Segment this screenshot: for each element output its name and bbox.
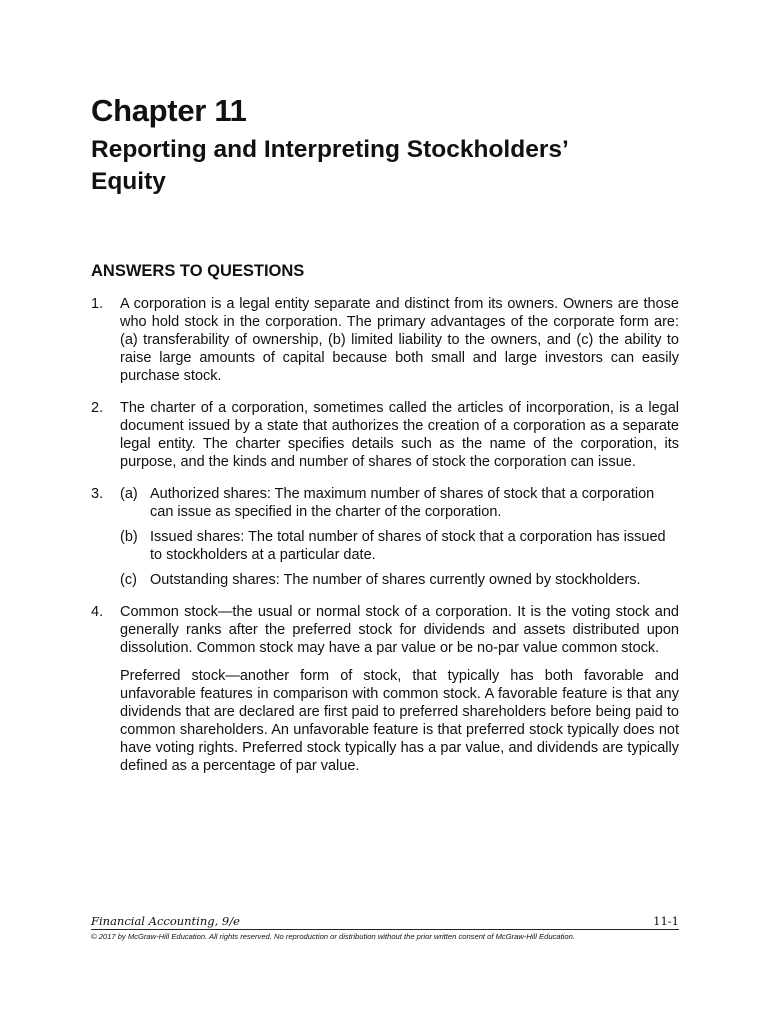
footer-copyright: © 2017 by McGraw-Hill Education. All rights reserved. No reproduction or distribution without the prior written consent of McGraw-Hill Education. — [91, 932, 575, 941]
answer-paragraph: Common stock—the usual or normal stock of a corporation. It is the voting stock and generally ranks after the preferred stock for dividends and assets distributed upon dissolution. Common stock may have a par value or be no-par value common stock. — [120, 604, 679, 656]
subitem-text: Issued shares: The total number of shares of stock that a corporation has issued to stockholders at a particular date. — [150, 529, 666, 563]
footer-page-number: 11-1 — [653, 914, 679, 928]
answer-paragraph: Preferred stock—another form of stock, that typically has both favorable and unfavorable features in comparison with common stock. A favorable feature is that any dividends that are declared are first paid to preferred shareholders before being paid to common shareholders. An unfavorable feature is that preferred stock typically does not have voting rights. Preferred stock typically has a par value, and dividends are typically defined as a percentage of par value. — [120, 668, 679, 774]
subitem-text: Outstanding shares: The number of shares currently owned by stockholders. — [150, 572, 641, 588]
question-number: 2. — [91, 400, 104, 416]
question-item — [91, 399, 679, 471]
subitem-letter: (b) — [120, 529, 138, 545]
questions-list — [91, 295, 679, 789]
question-number: 4. — [91, 604, 104, 620]
page-footer — [91, 914, 679, 942]
section-heading: ANSWERS TO QUESTIONS — [91, 262, 305, 280]
answer-paragraph: A corporation is a legal entity separate and distinct from its owners. Owners are those who hold stock in the corporation. The primary advantages of the corporate form are: (a) transferability of ownership, (b) limited liability to the owners, and (c) the ability to raise large amounts of capital because both small and large investors can easily purchase stock. — [120, 296, 679, 384]
footer-line — [91, 914, 679, 930]
question-item — [91, 603, 679, 775]
subitem-letter: (a) — [120, 486, 138, 502]
chapter-title — [91, 134, 691, 198]
question-item — [91, 485, 679, 589]
footer-book-title: Financial Accounting, 9/e — [91, 914, 240, 928]
question-number: 3. — [91, 486, 104, 502]
answer-subitem — [120, 528, 679, 564]
chapter-number: Chapter 11 — [91, 93, 247, 128]
answer-subitem — [120, 485, 679, 521]
chapter-title-line-1: Reporting and Interpreting Stockholders’ — [91, 136, 569, 163]
chapter-title-line-2: Equity — [91, 168, 166, 195]
question-number: 1. — [91, 296, 104, 312]
answer-subitem — [120, 571, 679, 589]
subitem-text: Authorized shares: The maximum number of shares of stock that a corporation can issue as specified in the charter of the corporation. — [150, 486, 655, 520]
question-item — [91, 295, 679, 385]
answer-paragraph: The charter of a corporation, sometimes called the articles of incorporation, is a legal document issued by a state that authorizes the creation of a corporation as a separate legal entity. The charter specifies details such as the name of the corporation, its purpose, and the kinds and number of shares of stock the corporation can issue. — [120, 400, 679, 470]
subitem-letter: (c) — [120, 572, 137, 588]
